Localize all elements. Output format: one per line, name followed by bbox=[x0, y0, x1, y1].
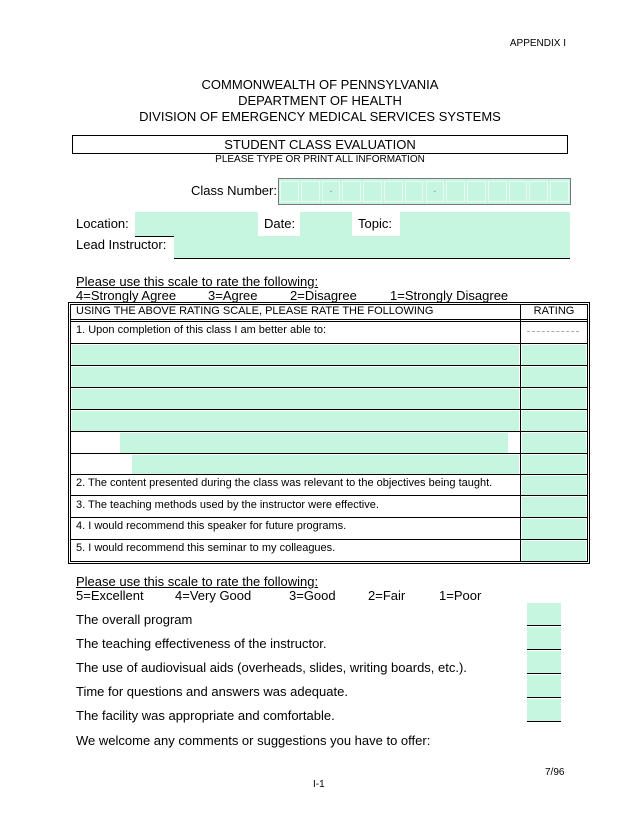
scale2-option: 5=Excellent bbox=[76, 588, 144, 603]
rating-item-3: The use of audiovisual aids (overheads, slides, writing boards, etc.). bbox=[76, 660, 467, 675]
class-number-cell[interactable] bbox=[280, 181, 299, 202]
q1-rating-placeholder bbox=[527, 331, 579, 332]
rating-item-3-field[interactable] bbox=[527, 651, 561, 674]
form-date-code: 7/96 bbox=[545, 767, 565, 778]
q2-rating-field[interactable] bbox=[522, 476, 586, 495]
class-number-cell[interactable] bbox=[529, 181, 548, 202]
location-field[interactable] bbox=[135, 212, 258, 237]
scale2-option: 2=Fair bbox=[368, 588, 406, 603]
q3-rating-field[interactable] bbox=[522, 497, 586, 517]
scale2-intro: Please use this scale to rate the following: bbox=[76, 574, 319, 589]
row-divider bbox=[71, 539, 587, 540]
topic-field[interactable] bbox=[400, 212, 570, 237]
date-label: Date: bbox=[264, 216, 296, 231]
rating-item-2-field[interactable] bbox=[527, 627, 561, 650]
row-divider bbox=[71, 343, 587, 344]
header-divider bbox=[71, 319, 587, 322]
q5-rating-field[interactable] bbox=[522, 541, 586, 561]
rating-item-1-field[interactable] bbox=[527, 603, 561, 626]
class-number-cell[interactable] bbox=[363, 181, 382, 202]
lead-instructor-field[interactable] bbox=[174, 236, 570, 259]
row-divider bbox=[71, 517, 587, 518]
row-divider bbox=[71, 387, 587, 388]
rating-field-2[interactable] bbox=[522, 367, 586, 387]
class-number-field[interactable] bbox=[278, 178, 571, 205]
form-title-box bbox=[72, 135, 568, 154]
question-5: 5. I would recommend this seminar to my colleagues. bbox=[76, 542, 336, 554]
org-line-2: DEPARTMENT OF HEALTH bbox=[238, 93, 402, 108]
comments-prompt: We welcome any comments or suggestions you have to offer: bbox=[76, 733, 431, 748]
scale1-option: 3=Agree bbox=[208, 288, 258, 303]
org-line-3: DIVISION OF EMERGENCY MEDICAL SERVICES SYSTEMS bbox=[139, 109, 501, 124]
row-divider bbox=[71, 431, 587, 432]
appendix-label: APPENDIX I bbox=[509, 38, 566, 49]
scale1-intro: Please use this scale to rate the following: bbox=[76, 274, 319, 289]
response-field-5[interactable] bbox=[120, 433, 508, 453]
rating-item-4: Time for questions and answers was adequate. bbox=[76, 684, 348, 699]
org-line-1: COMMONWEALTH OF PENNSYLVANIA bbox=[201, 77, 439, 92]
scale1-option: 4=Strongly Agree bbox=[76, 288, 177, 303]
date-field[interactable] bbox=[300, 212, 352, 237]
class-number-cell[interactable] bbox=[446, 181, 465, 202]
response-field-3[interactable] bbox=[72, 389, 519, 409]
class-number-cell[interactable] bbox=[342, 181, 361, 202]
class-number-cell[interactable] bbox=[467, 181, 486, 202]
rating-item-5: The facility was appropriate and comfortable. bbox=[76, 708, 335, 723]
response-field-1[interactable] bbox=[72, 345, 519, 365]
response-field-2[interactable] bbox=[72, 367, 519, 387]
class-number-cell[interactable] bbox=[550, 181, 569, 202]
rating-item-5-field[interactable] bbox=[527, 699, 561, 722]
scale1-option: 2=Disagree bbox=[290, 288, 357, 303]
row-divider bbox=[71, 365, 587, 366]
row-divider bbox=[71, 474, 587, 475]
rating-field-6[interactable] bbox=[522, 455, 586, 474]
question-4: 4. I would recommend this speaker for future programs. bbox=[76, 520, 347, 532]
class-number-cell[interactable] bbox=[301, 181, 320, 202]
rating-field-5[interactable] bbox=[522, 433, 586, 453]
scale2-option: 1=Poor bbox=[439, 588, 482, 603]
form-title: STUDENT CLASS EVALUATION bbox=[224, 137, 416, 152]
q4-rating-field[interactable] bbox=[522, 519, 586, 539]
response-field-6[interactable] bbox=[132, 455, 519, 474]
form-instructions: PLEASE TYPE OR PRINT ALL INFORMATION bbox=[215, 154, 425, 165]
class-number-cell[interactable] bbox=[509, 181, 528, 202]
row-divider bbox=[71, 453, 587, 454]
rating-item-2: The teaching effectiveness of the instructor. bbox=[76, 636, 327, 651]
rating-header: RATING bbox=[533, 305, 575, 317]
question-1: 1. Upon completion of this class I am better able to: bbox=[76, 324, 327, 336]
scale1-option: 1=Strongly Disagree bbox=[390, 288, 509, 303]
location-label: Location: bbox=[76, 216, 129, 231]
class-number-label: Class Number: bbox=[191, 183, 277, 198]
class-number-cell[interactable]: - bbox=[426, 181, 445, 202]
rating-item-1: The overall program bbox=[76, 612, 193, 627]
class-number-cell[interactable] bbox=[405, 181, 424, 202]
row-divider bbox=[71, 409, 587, 410]
question-3: 3. The teaching methods used by the instructor were effective. bbox=[76, 499, 379, 511]
response-field-4[interactable] bbox=[72, 411, 519, 431]
rating-field-4[interactable] bbox=[522, 411, 586, 431]
table-header: USING THE ABOVE RATING SCALE, PLEASE RATE THE FOLLOWING bbox=[76, 305, 434, 317]
rating-field-1[interactable] bbox=[522, 345, 586, 365]
class-number-cell[interactable] bbox=[488, 181, 507, 202]
question-2: 2. The content presented during the class was relevant to the objectives being taught. bbox=[76, 477, 493, 489]
class-number-cell[interactable]: - bbox=[322, 181, 341, 202]
organization-heading bbox=[0, 77, 640, 125]
page-number: I-1 bbox=[313, 779, 325, 790]
topic-label: Topic: bbox=[358, 216, 392, 231]
class-number-cell[interactable] bbox=[384, 181, 403, 202]
scale2-option: 3=Good bbox=[289, 588, 336, 603]
rating-item-4-field[interactable] bbox=[527, 675, 561, 698]
lead-instructor-label: Lead Instructor: bbox=[76, 237, 167, 252]
rating-field-3[interactable] bbox=[522, 389, 586, 409]
scale2-option: 4=Very Good bbox=[175, 588, 252, 603]
row-divider bbox=[71, 495, 587, 496]
